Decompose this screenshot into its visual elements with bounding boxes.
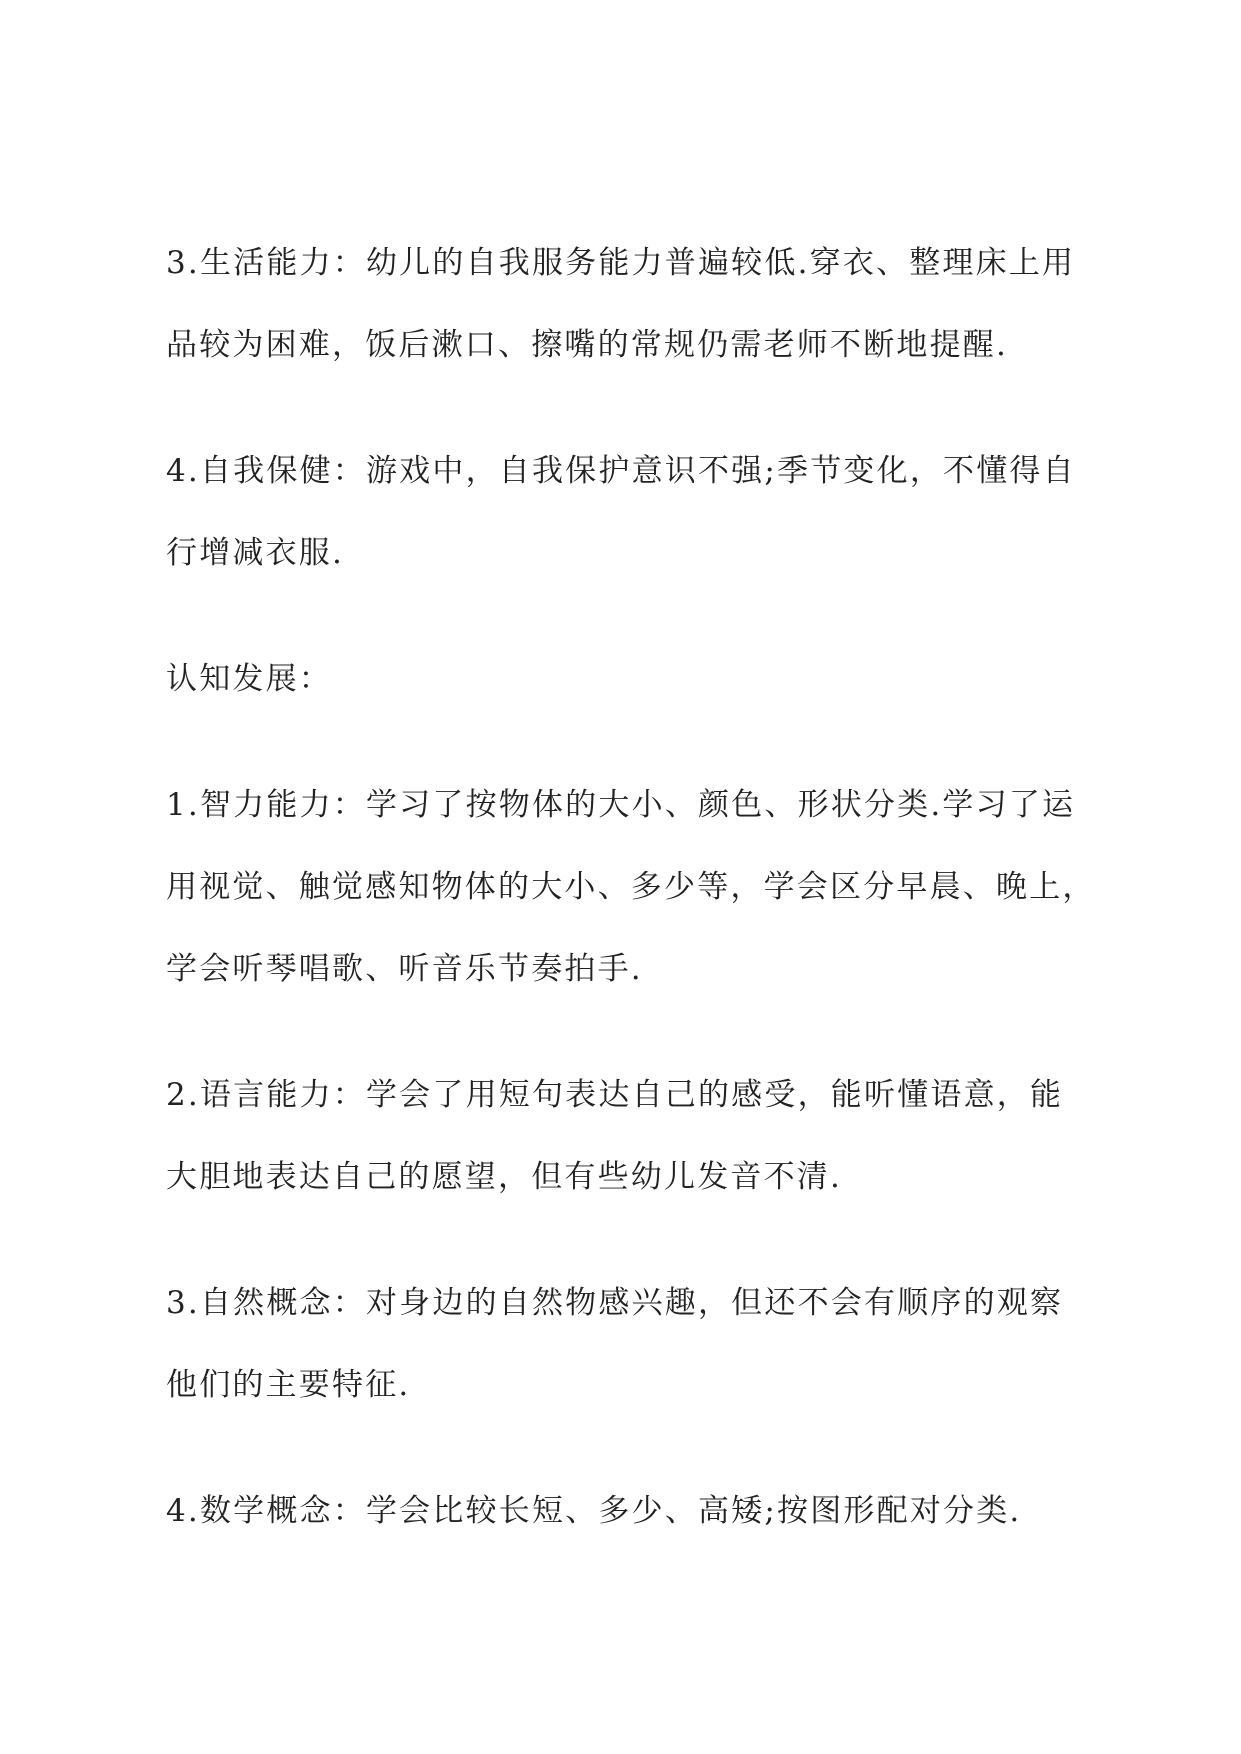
paragraph-intelligence: 1.智力能力：学习了按物体的大小、颜色、形状分类.学习了运用视觉、触觉感知物体的大小、多少等，学会区分早晨、晚上，学会听琴唱歌、听音乐节奏拍手. <box>166 787 1096 987</box>
section-heading-cognitive-development: 认知发展： <box>166 661 332 697</box>
paragraph-language: 2.语言能力：学会了用短句表达自己的感受，能听懂语意，能大胆地表达自己的愿望，但有些幼儿发音不清. <box>166 1077 1064 1195</box>
paragraph-nature-concepts: 3.自然概念：对身边的自然物感兴趣，但还不会有顺序的观察他们的主要特征. <box>166 1285 1064 1403</box>
paragraph-math-concepts: 4.数学概念：学会比较长短、多少、高矮;按图形配对分类. <box>166 1493 1022 1529</box>
paragraph-life-skills: 3.生活能力：幼儿的自我服务能力普遍较低.穿衣、整理床上用品较为困难，饭后漱口、擦嘴的常规仍需老师不断地提醒. <box>166 245 1076 363</box>
paragraph-self-care: 4.自我保健：游戏中，自我保护意识不强;季节变化，不懂得自行增减衣服. <box>166 453 1076 571</box>
document-body <box>166 222 1096 1552</box>
